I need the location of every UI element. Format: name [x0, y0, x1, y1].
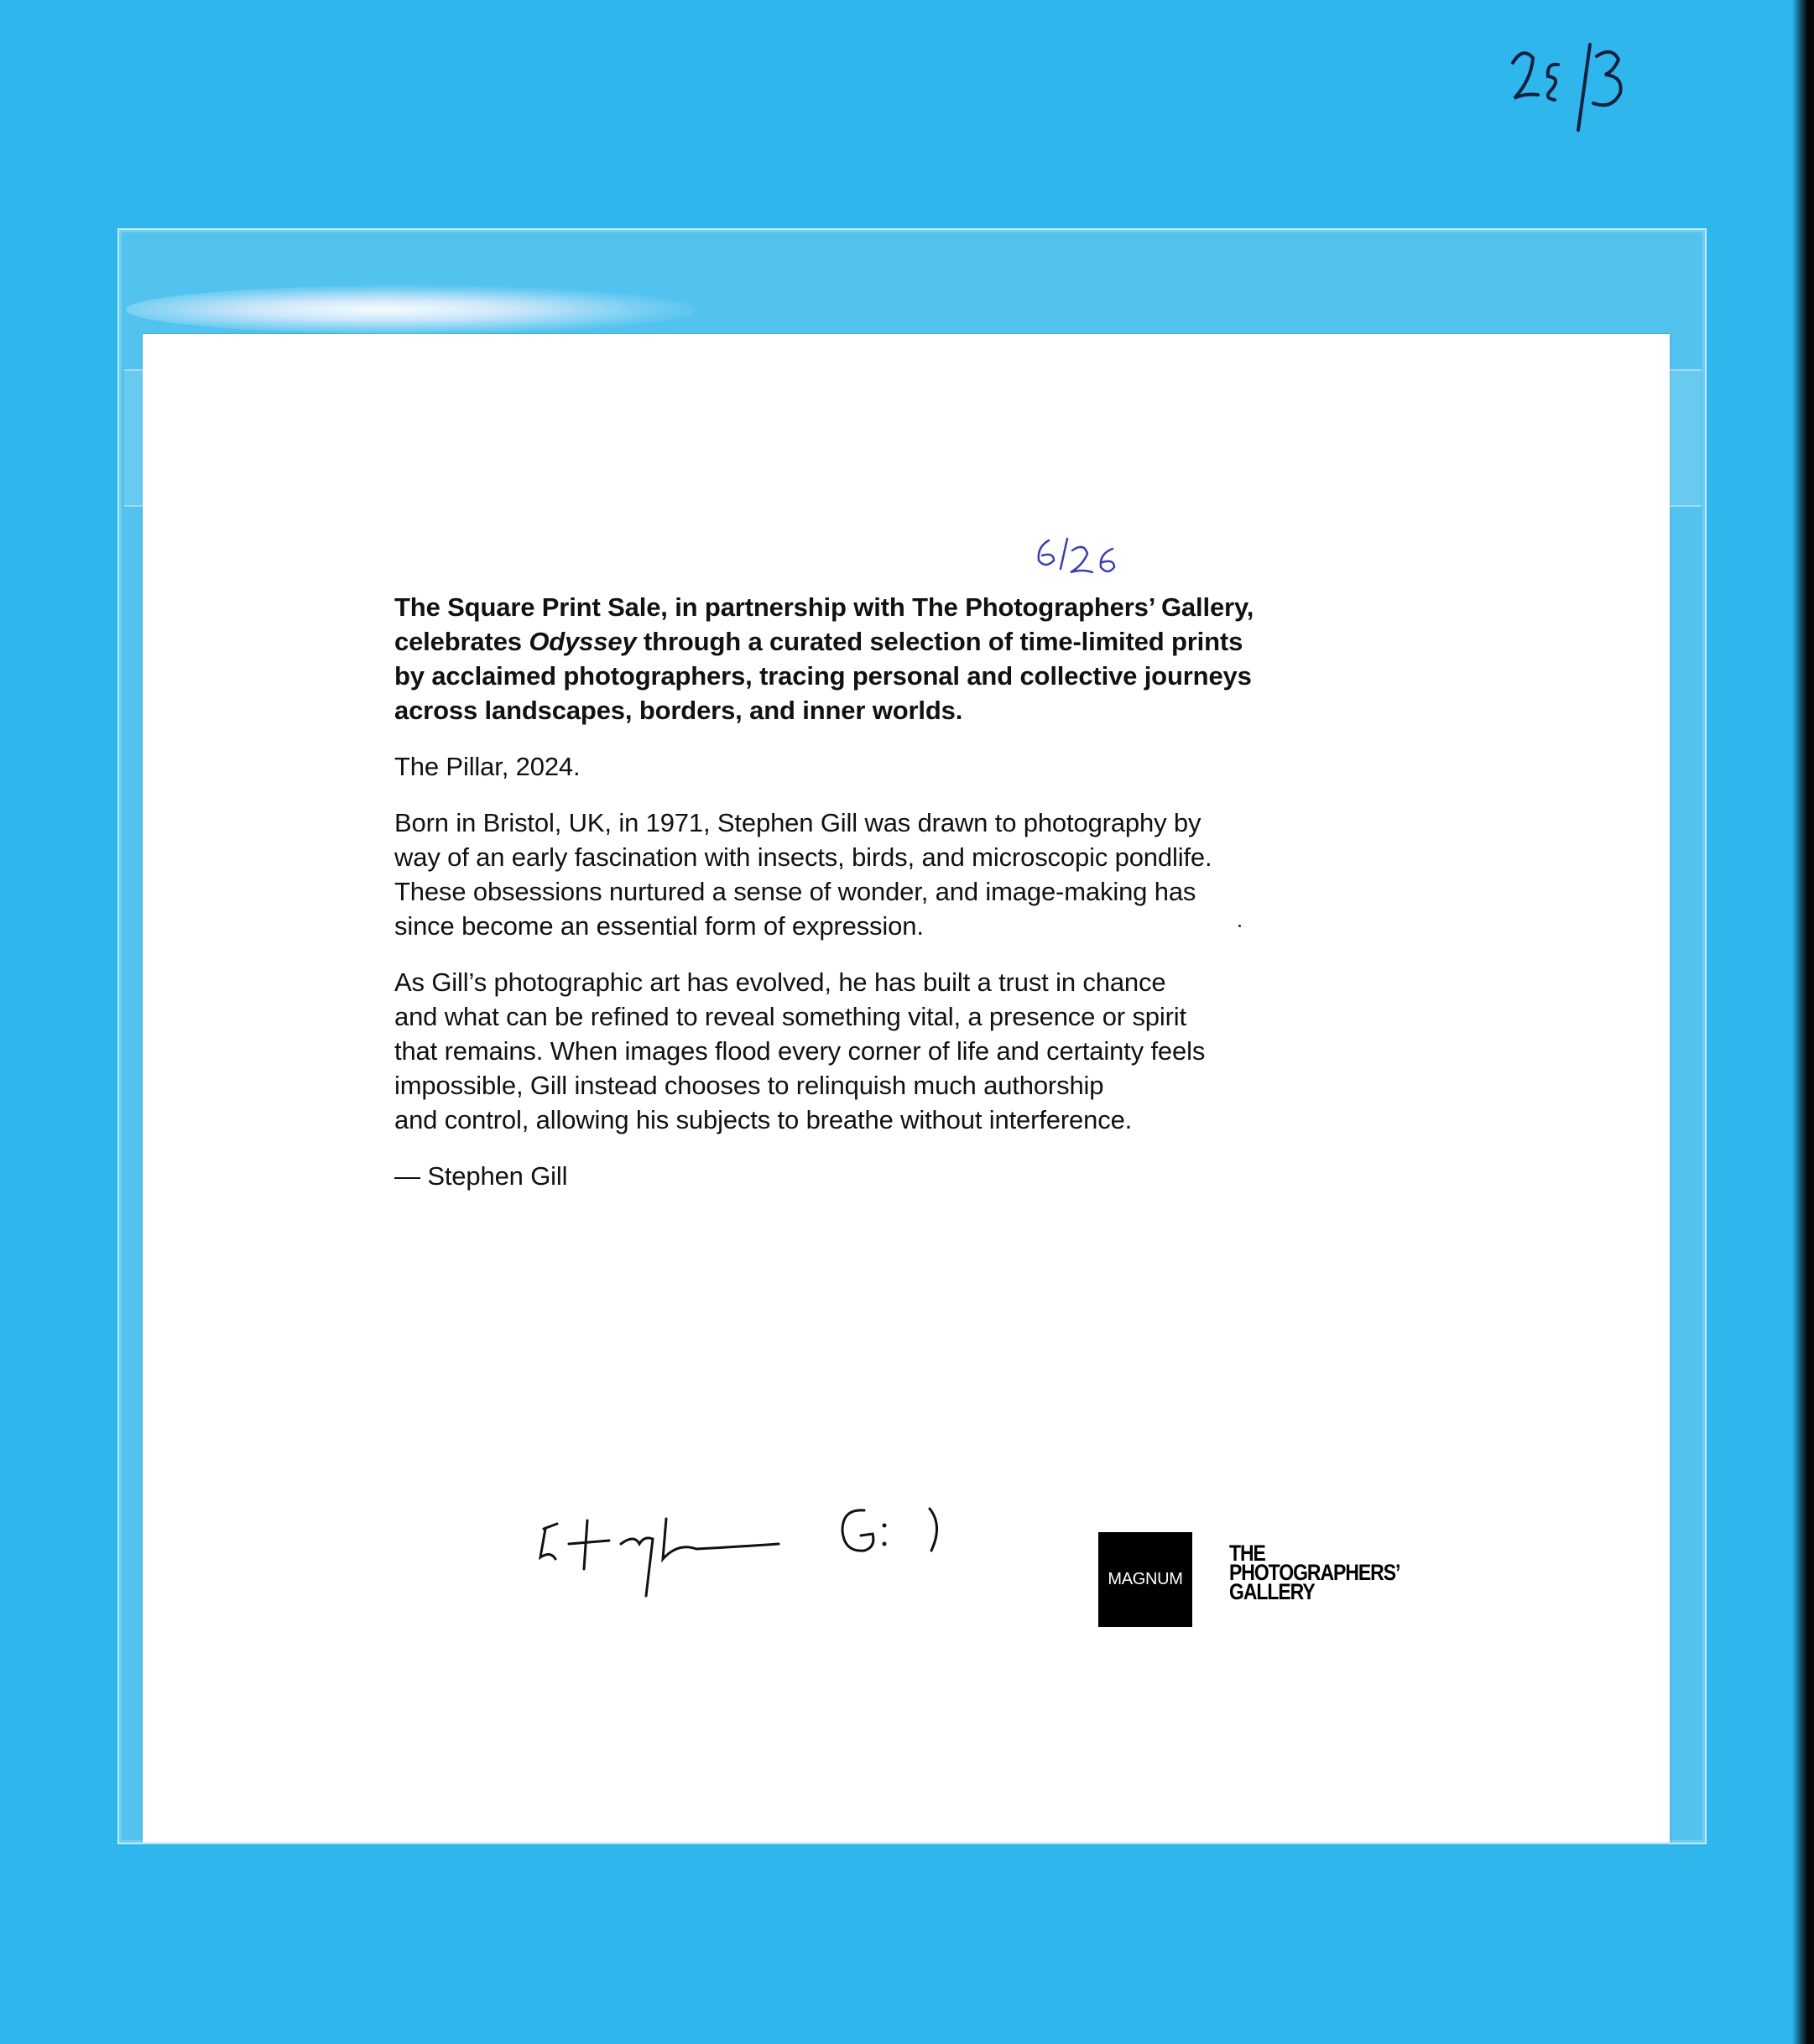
intro-line-1: The Square Print Sale, in partnership with The Photographers’ Gallery, [394, 592, 1254, 622]
artist-signature [529, 1492, 973, 1609]
insert-text-block [394, 590, 1502, 1215]
statement-line: impossible, Gill instead chooses to relinquish much authorship [394, 1071, 1104, 1100]
statement-line: and what can be refined to reveal something vital, a presence or spirit [394, 1002, 1186, 1031]
statement-line: As Gill’s photographic art has evolved, he has built a trust in chance [394, 967, 1166, 997]
bio-paragraph [394, 806, 1502, 943]
statement-line: that remains. When images flood every corner of life and certainty feels [394, 1036, 1206, 1066]
odyssey-title: Odyssey [529, 627, 637, 656]
bio-line: way of an early fascination with insects, birds, and microscopic pondlife. [394, 842, 1212, 872]
intro-line-4: across landscapes, borders, and inner worlds. [394, 696, 963, 725]
photographers-gallery-logo: THE PHOTOGRAPHERS’ GALLERY [1229, 1541, 1400, 1604]
attribution: — Stephen Gill [394, 1161, 568, 1191]
corner-handwritten-annotation [1506, 38, 1657, 147]
scanner-edge [1792, 0, 1814, 2044]
intro-line-2: celebrates Odyssey through a curated selection of time-limited prints [394, 627, 1243, 656]
bio-line: Born in Bristol, UK, in 1971, Stephen Gill was drawn to photography by [394, 808, 1202, 837]
intro-paragraph [394, 590, 1502, 727]
bio-line: since become an essential form of expression. [394, 911, 924, 941]
statement-paragraph [394, 965, 1502, 1137]
statement-line: and control, allowing his subjects to breathe without interference. [394, 1105, 1133, 1134]
print-insert-card [143, 334, 1670, 1843]
work-caption: The Pillar, 2024. [394, 752, 581, 781]
magnum-logo: MAGNUM [1098, 1532, 1192, 1627]
dust-speck [1238, 925, 1241, 927]
corner-annotation-handwriting [1506, 38, 1657, 147]
sleeve-glare [126, 285, 696, 334]
edition-number-handwriting [1030, 532, 1148, 591]
bio-line: These obsessions nurtured a sense of wonder, and image-making has [394, 877, 1196, 906]
intro-line-3: by acclaimed photographers, tracing personal and collective journeys [394, 661, 1252, 691]
